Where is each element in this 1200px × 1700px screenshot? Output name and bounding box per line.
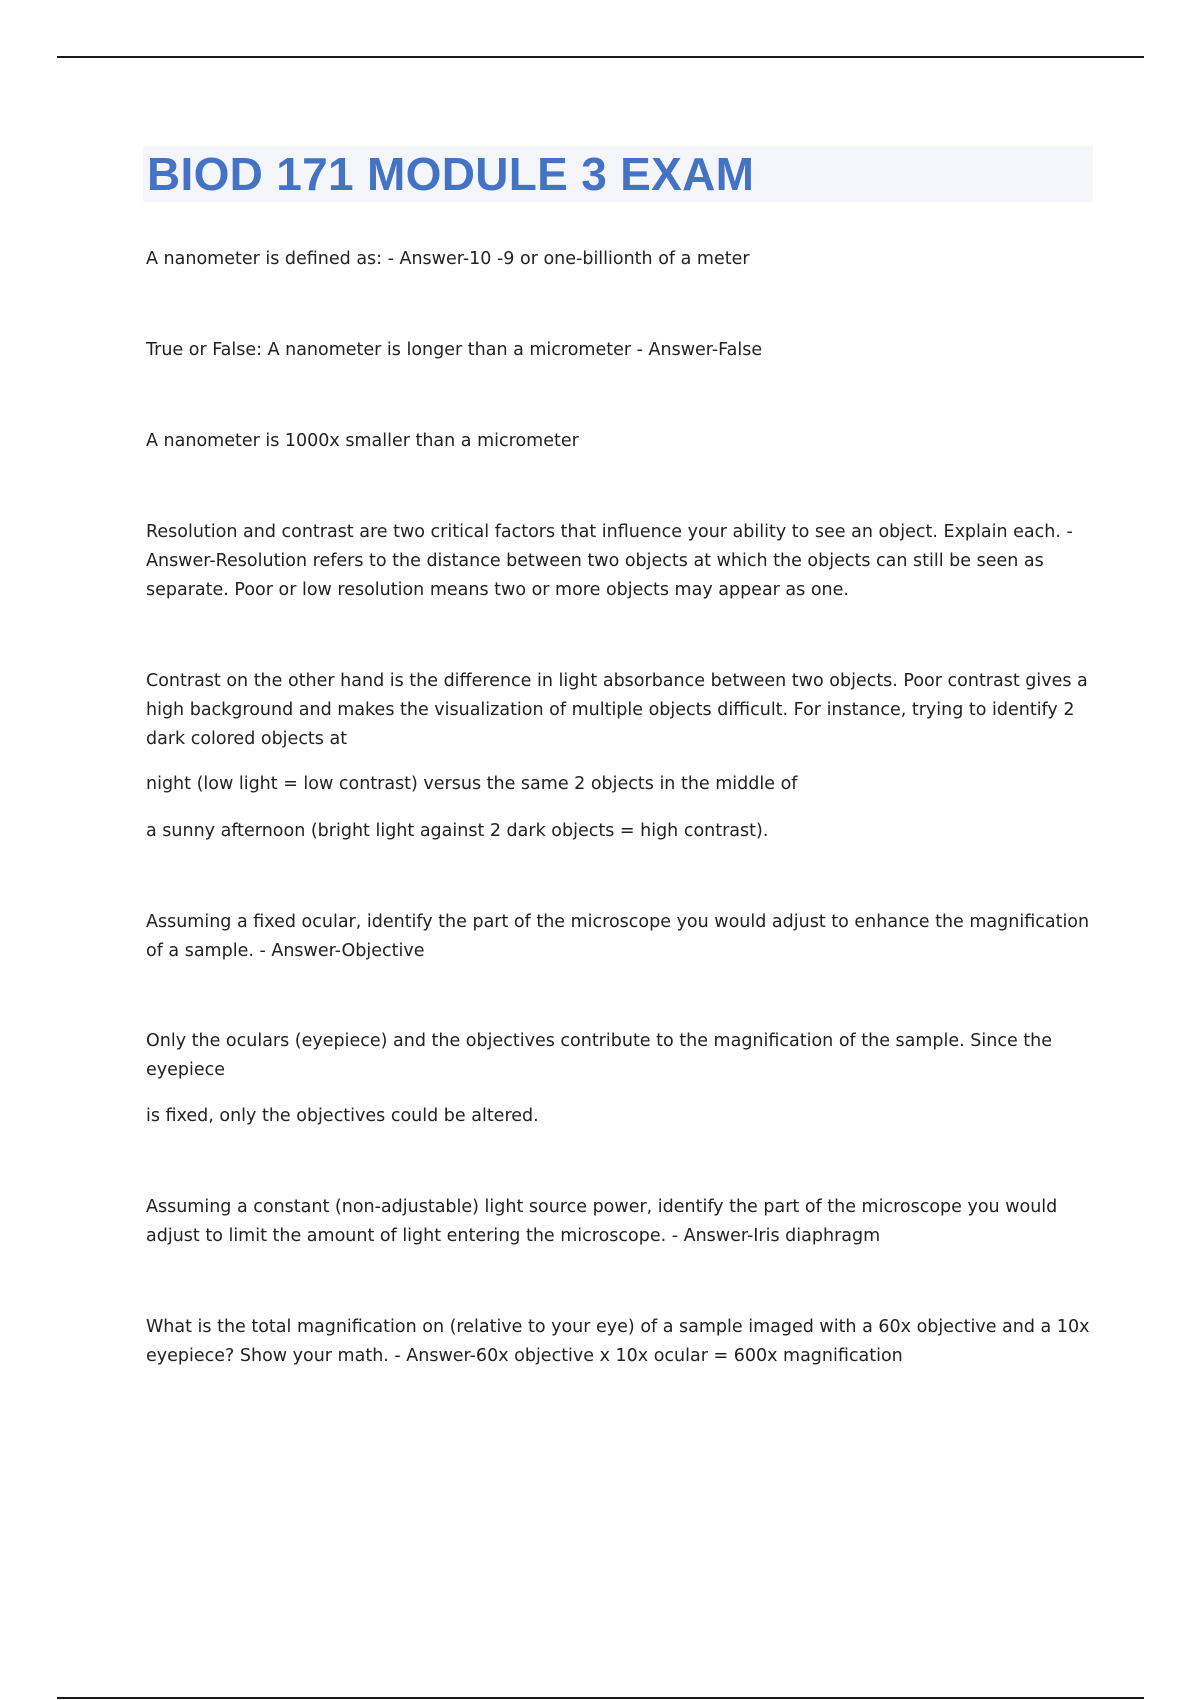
- paragraph-contrast: Contrast on the other hand is the difference in light absorbance between two objects. Poor contrast gives a high background and makes the visualization of multiple objects difficult. For instance, trying to identify 2 dark colored objects at: [146, 671, 1088, 749]
- paragraph-resolution: Resolution and contrast are two critical factors that influence your ability to see an object. Explain each. - Answer-Resolution refers to the distance between two objects at which the objects can still be seen as separate. Poor or low resolution means two or more objects may appear as one.: [146, 522, 1073, 600]
- paragraph-objectives-altered: is fixed, only the objectives could be altered.: [146, 1106, 539, 1126]
- paragraph-true-false: True or False: A nanometer is longer than a micrometer - Answer-False: [146, 340, 763, 360]
- paragraph-fixed-ocular: Assuming a fixed ocular, identify the part of the microscope you would adjust to enhance the magnification of a sample. - Answer-Objective: [146, 912, 1090, 961]
- paragraph-contrast-night: night (low light = low contrast) versus the same 2 objects in the middle of: [146, 774, 798, 794]
- top-rule: [57, 56, 1144, 58]
- paragraph-nanometer-definition: A nanometer is defined as: - Answer-10 -9 or one-billionth of a meter: [146, 249, 750, 269]
- paragraph-oculars: Only the oculars (eyepiece) and the objectives contribute to the magnification of the sample. Since the eyepiece: [146, 1031, 1053, 1080]
- paragraph-contrast-afternoon: a sunny afternoon (bright light against 2 dark objects = high contrast).: [146, 821, 769, 841]
- bottom-rule: [57, 1697, 1144, 1699]
- paragraph-light-source: Assuming a constant (non-adjustable) light source power, identify the part of the microscope you would adjust to limit the amount of light entering the microscope. - Answer-Iris diaphragm: [146, 1197, 1058, 1246]
- document-title: BIOD 171 MODULE 3 EXAM: [147, 148, 755, 200]
- paragraph-total-magnification: What is the total magnification on (relative to your eye) of a sample imaged with a 60x objective and a 10x eyepiece? Show your math. - Answer-60x objective x 10x ocular = 600x magnification: [146, 1317, 1090, 1366]
- paragraph-nanometer-size: A nanometer is 1000x smaller than a micrometer: [146, 431, 579, 451]
